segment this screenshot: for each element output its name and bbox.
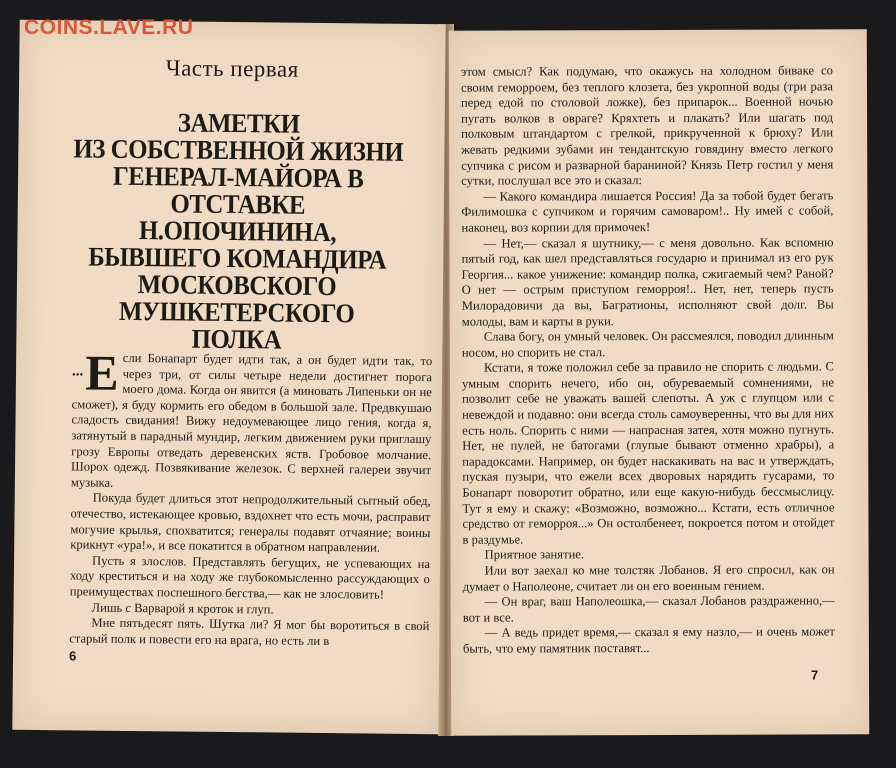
- paragraph: Лишь с Варварой я кроток и глуп.: [91, 600, 274, 616]
- title-line: МУШКЕТЕРСКОГО: [118, 295, 355, 329]
- paragraph: Мне пятьдесят пять. Шутка ли? Я мог бы воротиться в свой старый полк и повести его на врага, но есть ли в: [69, 615, 430, 648]
- paragraph: Или вот заехал ко мне толстяк Лобанов. Я его спросил, как он думает о Наполеоне, считает ли он его военным гением.: [462, 562, 835, 594]
- title-line: ПОЛКА: [191, 323, 282, 355]
- title-line: ИЗ СОБСТВЕННОЙ ЖИЗНИ: [73, 133, 404, 167]
- paragraph: — Он враг, ваш Наполеошка,— сказал Лобанов раздраженно,— вот и все.: [462, 593, 835, 625]
- title-line: ЗАМЕТКИ: [177, 107, 300, 139]
- dropcap-letter: Е: [84, 344, 119, 401]
- paragraph: Пусть я злослов. Представлять бегущих, не успевающих на ходу креститься и на ходу же глубокомысленно рассуждающих о преимуществах поспешного бегства,— как не злословить!: [69, 553, 431, 602]
- paragraph: Покуда будет длиться этот непродолжительный сытный обед, отечество, истекающее кровью, вздохнет что есть мочи, расправит могучие крылья, спохватится; генералы подавят отчаяние; воины крикнут «ура!», и все покатится в обратном направлении.: [70, 490, 431, 555]
- paragraph: Приятное занятие.: [484, 547, 585, 563]
- chapter-title: [52, 108, 423, 355]
- page-number: 7: [810, 667, 819, 683]
- page-number: 6: [68, 648, 77, 664]
- site-watermark: COINS.LAVE.RU: [24, 16, 194, 39]
- dropcap-ellipsis: ...: [71, 363, 84, 380]
- right-page: [449, 29, 869, 735]
- title-line: ГЕНЕРАЛ-МАЙОРА В ОТСТАВКЕ: [112, 160, 364, 220]
- paragraph: — Какого командира лишается Россия! Да за тобой будет бегать Филимошка с супчиком и горячим самоваром!.. Ну имей с собой, наконец, воз корпии для примочек!: [461, 188, 834, 235]
- paragraph: — Нет,— сказал я шутнику,— с меня довольно. Как вспомню пятый год, как шел представляться государю и принимал из его рук Георгия... какое унижение: командир полка, сжигаемый чем? Раной? О нет — острым приступом геморроя!.. Нет, нет, теперь пусть Милорадовичи да вы, Багратионы, исполняют свой долг. Вы молоды, вам и карты в руки.: [461, 234, 834, 329]
- title-line: БЫВШЕГО КОМАНДИРА: [88, 241, 387, 275]
- opening-paragraph: [70, 344, 433, 494]
- paragraph: Слава богу, он умный человек. Он рассмеялся, поводил длинным носом, но спорить не стал.: [461, 328, 834, 360]
- right-page-body: [461, 63, 835, 657]
- part-title: Часть первая: [165, 55, 299, 82]
- left-page: [12, 20, 445, 734]
- paragraph-text: сли Бонапарт будет идти так, а он будет идти так, то через три, от силы четыре недели достигнет порога моего дома. Когда он явится (а миновать Липеньки он не сможет), я буду кормить его обедом в большой зале. Предвкушаю сладость свидания! Вижу недоумевающее лицо гения, когда я, затянутый в парадный мундир, легким движением руки приглашу грозу Европы отведать деревенских яств. Гробовое молчание. Шорох одежд. Позвякивание железок. С верхней галереи звучит музыка.: [70, 350, 433, 490]
- title-line: МОСКОВСКОГО: [137, 269, 337, 302]
- paragraph: — А ведь придет время,— сказал я ему назло,— и очень может быть, что ему памятник поставят...: [462, 624, 835, 656]
- paragraph: Кстати, я тоже положил себе за правило не спорить с людьми. С умным спорить нечего, ибо он, обуреваемый сомнениями, не позволит себе не уважать вашей слепоты. А уж с глупцом или с невеждой и подавно: они всегда столь самоуверенны, что вы для них есть ноль. Спорить с ними — напрасная затея, хотя можно пугнуть. Нет, не пулей, не батогами (глупые бывают отменно храбры), а парадоксами. Например, он будет наскакивать на вас и утверждать, пуская пузыри, что ежели всех дворовых нарядить гусарами, то Бонапарт поворотит обратно, или еще какую-нибудь бессмыслицу. Тут я ему и скажу: «Возможно, возможно... Кстати, есть отличное средство от геморроя...» Он остолбенеет, покроется потом и отойдет в раздумье.: [461, 359, 835, 547]
- title-line: Н.ОПОЧИНИНА,: [138, 215, 337, 248]
- left-page-body: [69, 344, 433, 650]
- paragraph: этом смысл? Как подумаю, что окажусь на холодном биваке со своим геморроем, без теплого клозета, без укропной воды (три раза перед едой по столовой ложке), без припарок... Военной ночью пугать волков в овраге? Кряхтеть и плакать? Или шагать под полковым штандартом с грелкой, прикрученной к брюху? Или жевать редкими зубами ин тендантскую говядину вместо легкого супчика с рисом и разварной бараниной? Князь Петр гостил у меня сутки, послушал все это и сказал:: [460, 63, 834, 188]
